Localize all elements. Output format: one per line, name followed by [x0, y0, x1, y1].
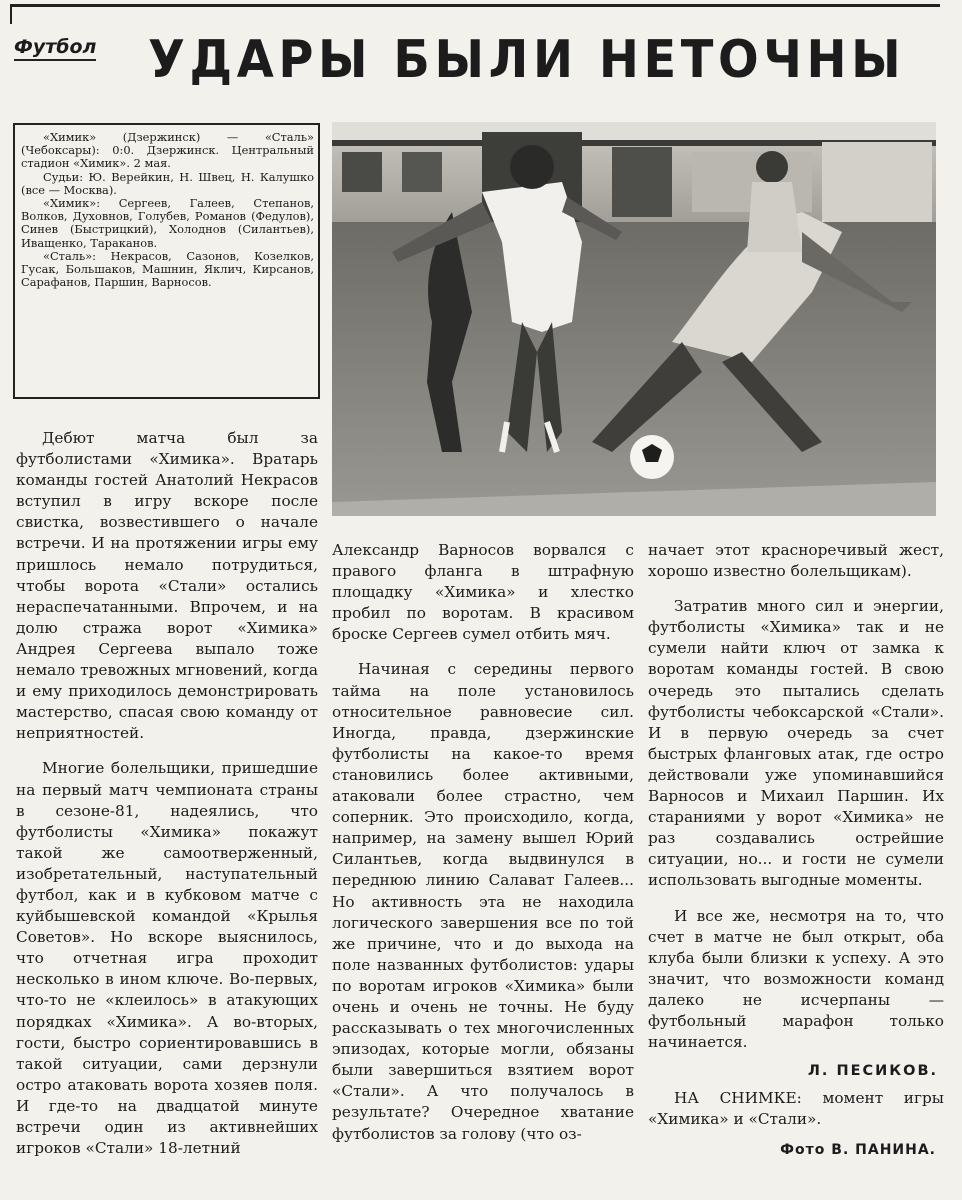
article-column-3 [648, 540, 944, 1200]
author-signature: Л. ПЕСИКОВ. [807, 1063, 938, 1080]
article-column-2 [332, 540, 634, 1198]
home-lineup: «Химик»: Сергеев, Галеев, Степанов, Волков, Духовнов, Голубев, Романов (Федулов), Синев (Быстрицкий), Холоднов (Силантьев), Иващенко, Тараканов. [21, 196, 314, 250]
paragraph: Начиная с середины первого тайма на поле установилось относительное равновесие сил. Иногда, правда, дзержинские футболисты на какое-то время становились более активными, атаковали более страстно, чем соперник. Это происходило, когда, например, на замену вышел Юрий Силантьев, когда выдвинулся в переднюю линию Салават Галеев... Но активность эта не находила логического завершения все по той же причине, что и до выхода на поле названных футболистов: удары по воротам игроков «Химика» были очень и очень не точны. Не буду рассказывать о тех многочисленных эпизодах, которые могли, обязаны были завершиться взятием ворот «Стали». А что получалось в результате? Очередное хватание футболистов за голову (что оз- [332, 660, 634, 1143]
headline: УДАРЫ БЫЛИ НЕТОЧНЫ [148, 30, 906, 90]
football-players-image [332, 122, 936, 516]
match-photo [332, 122, 936, 516]
photo-credit: Фото В. ПАНИНА. [780, 1142, 936, 1159]
section-rubric: Футбол [14, 36, 96, 61]
paragraph: И все же, несмотря на то, что счет в матче не был открыт, оба клуба были близки к успеху. А это значит, что возможности команд далеко не исчерпаны — футбольный марафон только начинается. [648, 906, 944, 1052]
top-rule [10, 4, 940, 7]
match-info-box [13, 123, 320, 399]
match-result: «Химик» (Дзержинск) — «Сталь» (Чебоксары): 0:0. Дзержинск. Центральный стадион «Химик». 2 мая. [21, 130, 314, 171]
photo-caption: НА СНИМКЕ: момент игры «Химика» и «Стали». [648, 1089, 944, 1129]
left-rule [10, 4, 12, 24]
paragraph: Многие болельщики, пришедшие на первый матч чемпионата страны в сезоне-81, надеялись, что футболисты «Химика» покажут такой же самоотверженный, изобретательный, наступательный футбол, как и в кубковом матче с куйбышевской командой «Крылья Советов». Но вскоре выяснилось, что отчетная игра проходит несколько в ином ключе. Во-первых, что-то не «клеилось» в атакующих порядках «Химика». А во-вторых, гости, быстро сориентировавшись в такой ситуации, сами дерзнули остро атаковать ворота хозяев поля. И где-то на двадцатой минуте встречи один из активнейших игроков «Стали» 18-летний [16, 759, 318, 1158]
paragraph: Затратив много сил и энергии, футболисты «Химика» так и не сумели найти ключ от замка к воротам команды гостей. В свою очередь это пытались сделать футболисты чебоксарской «Стали». И в первую очередь за счет быстрых фланговых атак, где остро действовали уже упоминавшийся Варносов и Михаил Паршин. Их стараниями у ворот «Химика» не раз создавались острейшие ситуации, но... и гости не сумели использовать выгодные моменты. [648, 597, 944, 890]
paragraph: начает этот красноречивый жест, хорошо известно болельщикам). [648, 541, 944, 581]
paragraph: Дебют матча был за футболистами «Химика». Вратарь команды гостей Анатолий Некрасов вступил в игру вскоре после свистка, возвестившего о начале встречи. И на протяжении игры ему пришлось немало потрудиться, чтобы ворота «Стали» остались нераспечатанными. Впрочем, и на долю стража ворот «Химика» Андрея Сергеева выпало тоже немало тревожных мгновений, когда и ему приходилось демонстрировать мастерство, спасая свою команду от неприятностей. [16, 429, 318, 743]
paragraph: Александр Варносов ворвался с правого фланга в штрафную площадку «Химика» и хлестко пробил по воротам. В красивом броске Сергеев сумел отбить мяч. [332, 541, 634, 644]
away-lineup: «Сталь»: Некрасов, Сазонов, Козелков, Гусак, Большаков, Машнин, Яклич, Кирсанов, Сарафанов, Паршин, Варносов. [21, 248, 314, 290]
article-column-1 [16, 428, 318, 1198]
match-referees: Судьи: Ю. Верейкин, Н. Швец, Н. Калушко (все — Москва). [21, 169, 314, 197]
